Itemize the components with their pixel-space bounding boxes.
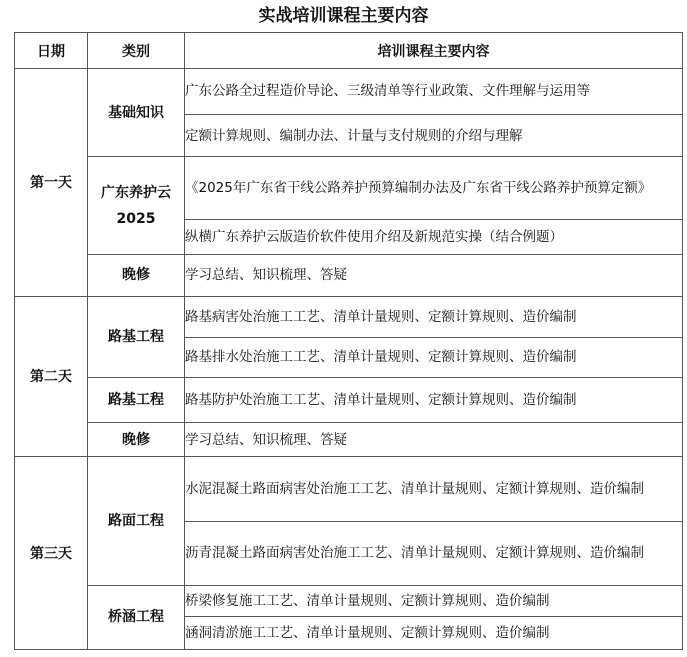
content-cell: 沥青混凝土路面病害处治施工工艺、清单计量规则、定额计算规则、造价编制 <box>185 521 683 585</box>
content-cell: 桥梁修复施工工艺、清单计量规则、定额计算规则、造价编制 <box>185 585 683 616</box>
content-cell: 学习总结、知识梳理、答疑 <box>185 423 683 457</box>
header-category: 类别 <box>88 33 185 69</box>
content-cell: 学习总结、知识梳理、答疑 <box>185 254 683 296</box>
course-schedule-table <box>14 32 683 650</box>
category-label: 晚修 <box>122 431 150 448</box>
header-content: 培训课程主要内容 <box>185 33 683 69</box>
category-cell <box>88 296 185 377</box>
category-label: 基础知识 <box>108 104 164 121</box>
content-cell: 水泥混凝土路面病害处治施工工艺、清单计量规则、定额计算规则、造价编制 <box>185 456 683 521</box>
day-label-2: 第二天 <box>15 296 88 456</box>
day-label-1: 第一天 <box>15 69 88 297</box>
table-row <box>15 157 683 220</box>
category-label: 广东养护云 <box>101 184 171 201</box>
category-cell <box>88 585 185 649</box>
day-label-3: 第三天 <box>15 456 88 649</box>
content-cell: 《2025年广东省干线公路养护预算编制办法及广东省干线公路养护预算定额》 <box>185 157 683 220</box>
table-row <box>15 296 683 338</box>
table-row <box>15 423 683 457</box>
header-date: 日期 <box>15 33 88 69</box>
content-cell: 纵横广东养护云版造价软件使用介绍及新规范实操（结合例题） <box>185 220 683 255</box>
category-cell <box>88 254 185 296</box>
category-cell <box>88 423 185 457</box>
category-label: 路基工程 <box>108 392 164 409</box>
page-title: 实战培训课程主要内容 <box>258 6 429 26</box>
table-row <box>15 585 683 616</box>
category-cell <box>88 69 185 157</box>
header-row <box>15 33 683 69</box>
category-cell <box>88 456 185 585</box>
content-cell: 路基排水处治施工工艺、清单计量规则、定额计算规则、造价编制 <box>185 338 683 378</box>
category-cell <box>88 157 185 255</box>
category-label: 路基工程 <box>108 328 164 345</box>
category-label: 路面工程 <box>108 512 164 529</box>
content-cell: 涵洞清淤施工工艺、清单计量规则、定额计算规则、造价编制 <box>185 617 683 650</box>
category-label-year: 2025 <box>116 210 156 227</box>
category-label: 桥涵工程 <box>108 609 164 626</box>
category-cell <box>88 377 185 423</box>
table-row <box>15 254 683 296</box>
category-label: 晚修 <box>122 267 150 284</box>
content-cell: 广东公路全过程造价导论、三级清单等行业政策、文件理解与运用等 <box>185 69 683 115</box>
table-row <box>15 456 683 521</box>
table-row <box>15 377 683 423</box>
content-cell: 路基病害处治施工工艺、清单计量规则、定额计算规则、造价编制 <box>185 296 683 338</box>
table-row <box>15 69 683 115</box>
content-cell: 路基防护处治施工工艺、清单计量规则、定额计算规则、造价编制 <box>185 377 683 423</box>
content-cell: 定额计算规则、编制办法、计量与支付规则的介绍与理解 <box>185 114 683 157</box>
